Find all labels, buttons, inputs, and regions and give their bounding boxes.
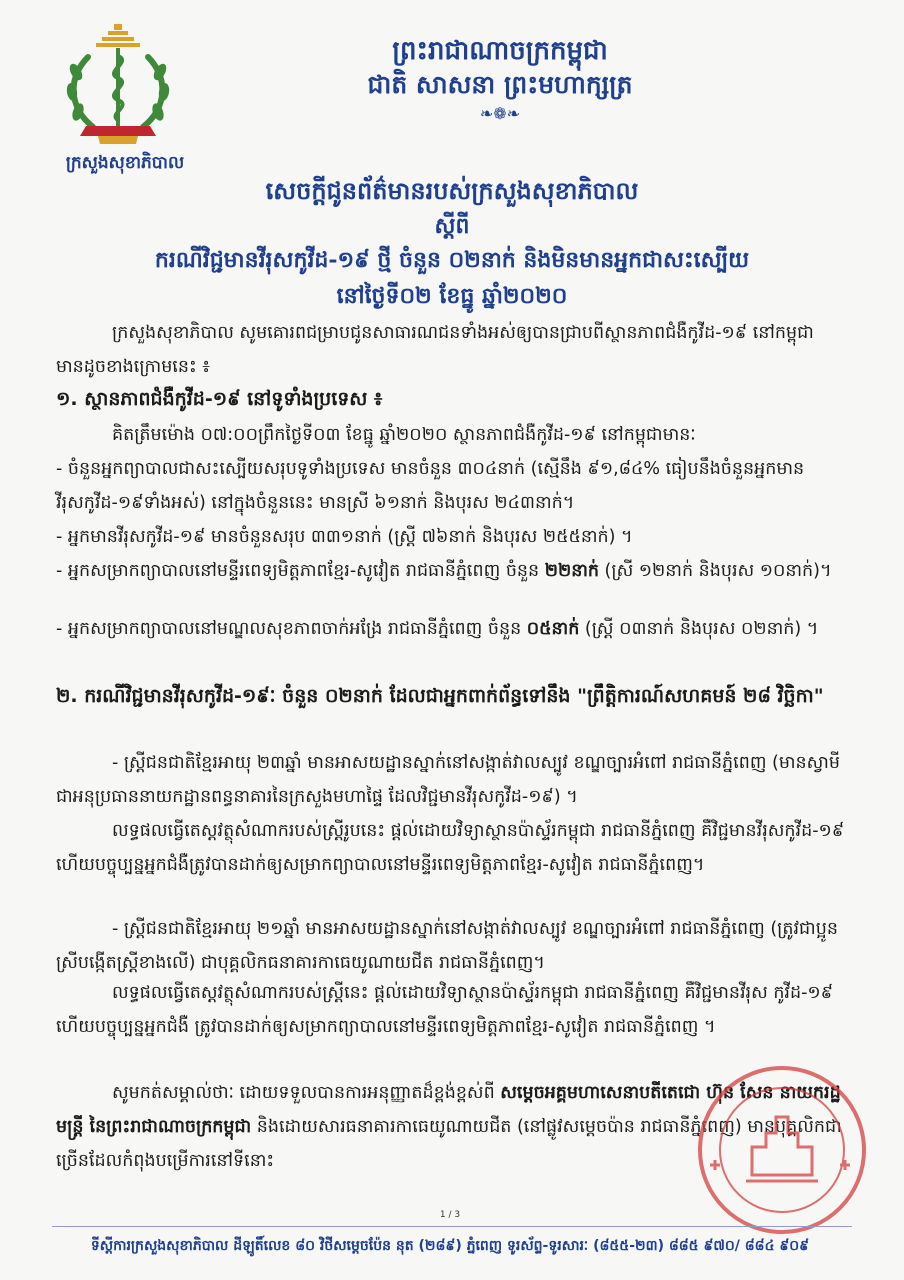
note-bold-text: សម្តេចអគ្គមហាសេនាបតីតេជោ ហ៊ុន សែន នាយករដ្ឋមន្ត្រី នៃព្រះរាជាណាចក្រកម្ពុជា — [56, 1083, 841, 1137]
item-text: - អ្នកសម្រាកព្យាបាលនៅមណ្ឌលសុខភាពចាក់អង្រែ រាជធានីភ្នំពេញ ចំនួន — [56, 619, 527, 639]
document-subject-label: ស្តីពី — [434, 213, 470, 239]
kingdom-heading: ព្រះរាជាណាចក្រកម្ពុជា — [392, 36, 608, 66]
national-motto: ជាតិ សាសនា ព្រះមហាក្សត្រ — [367, 70, 633, 99]
case-2-description: - ស្ត្រីជនជាតិខ្មែរអាយុ ២១ឆ្នាំ មានអាសយដ្ឋានស្នាក់នៅសង្កាត់វាលស្បូវ ខណ្ឌច្បារអំពៅ រាជធានីភ្នំពេញ (ត្រូវជាប្អូនស្រីបង្កើតស្ត្រីខាងលើ) ជាបុគ្គលិកធនាគារកាធេយូណាយជីត រាជធានីភ្នំពេញ។ — [56, 919, 838, 973]
khmer-soviet-hospital-item — [56, 554, 846, 588]
section-1-heading: ១. ស្ថានភាពជំងឺកូវីដ-១៩ នៅទូទាំងប្រទេស ៖ — [56, 388, 383, 410]
item-text: (ស្រី ១២នាក់ និងបុរស ១០នាក់)។ — [598, 561, 832, 581]
document-date: នៅថ្ងៃទី០២ ខែធ្នូ ឆ្នាំ២០២០ — [336, 283, 568, 309]
recovered-item: - ចំនួនអ្នកព្យាបាលជាសះស្បើយសរុបទូទាំងប្រទេស មានចំនួន ៣០៤នាក់ (ស្មើនឹង ៩១,៨៤% ធៀបនឹងចំនួនអ្នកមានវីរុសកូវីដ-១៩ទាំងអស់) នៅក្នុងចំនួននេះ មានស្រី ៦១នាក់ និងបុរស ២៤៣នាក់។ — [56, 459, 805, 513]
page-number: 1 / 3 — [439, 1210, 461, 1220]
note-text: សូមកត់សម្គាល់ថាៈ ដោយទទួលបានការអនុញ្ញាតដ៏ខ្ពង់ខ្ពស់ពី — [112, 1083, 501, 1103]
document-subject: ករណីវិជ្ជមានវីរុសកូវីដ-១៩ ថ្មី ចំនួន ០២នាក់ និងមិនមានអ្នកជាសះស្បើយ — [154, 247, 750, 273]
chak-angre-center-item — [56, 612, 846, 646]
case-1-result: លទ្ធផលធ្វើតេស្តវត្ថុសំណាករបស់ស្ត្រីរូបនេះ ផ្តល់ដោយវិទ្យាស្ថានប៉ាស្ទ័រកម្ពុជា រាជធានីភ្នំពេញ គឺវិជ្ជមានវីរុសកូវីដ-១៩ ហើយបច្ចុប្បន្នអ្នកជំងឺត្រូវបានដាក់ឲ្យសម្រាកព្យាបាលនៅមន្ទីរពេទ្យមិត្តភាពខ្មែរ-សូវៀត រាជធានីភ្នំពេញ។ — [56, 821, 845, 875]
item-text: - អ្នកសម្រាកព្យាបាលនៅមន្ទីរពេទ្យមិត្តភាពខ្មែរ-សូវៀត រាជធានីភ្នំពេញ ចំនួន — [56, 561, 545, 581]
footer-address: ទីស្តីការក្រសួងសុខាភិបាល ដីឡូតិ៍លេខ ៨០ វិថីសម្តេចប៉ែន នុត (២៨៩) ភ្នំពេញ ទូរស័ព្ទ-ទូរសារៈ (៨៥៥-២៣) ៨៨៥ ៩៧០/ ៨៨៤ ៩០៩ — [90, 1238, 810, 1254]
item-count: ០៥នាក់ — [526, 619, 580, 639]
item-text: (ស្ត្រី ០៣នាក់ និងបុរស ០២នាក់) ។ — [579, 619, 819, 639]
ministry-of-health-logo — [58, 22, 178, 152]
ministry-name: ក្រសួងសុខាភិបាល — [65, 153, 185, 173]
official-stamp — [690, 1055, 870, 1245]
total-cases-item: - អ្នកមានវីរុសកូវីដ-១៩ មានចំនួនសរុប ៣៣១នាក់ (ស្ត្រី ៧៦នាក់ និងបុរស ២៥៥នាក់) ។ — [56, 527, 633, 547]
section-1-as-of: គិតត្រឹមម៉ោង ០៧:០០ព្រឹកថ្ងៃទី០៣ ខែធ្នូ ឆ្នាំ២០២០ ស្ថានភាពជំងឺកូវីដ-១៩ នៅកម្ពុជាមានៈ — [112, 425, 696, 445]
ornament-divider: ❧❁❧ — [479, 104, 521, 123]
intro-paragraph: ក្រសួងសុខាភិបាល សូមគោរពជម្រាបជូនសាធារណជនទាំងអស់ឲ្យបានជ្រាបពីស្ថានភាពជំងឺកូវីដ-១៩ នៅកម្ពុជា មានដូចខាងក្រោមនេះ ៖ — [56, 323, 814, 377]
footer-divider — [52, 1226, 852, 1227]
case-2-result: លទ្ធផលធ្វើតេស្តវត្ថុសំណាករបស់ស្ត្រីនេះ ផ្តល់ដោយវិទ្យាស្ថានប៉ាស្ទ័រកម្ពុជា រាជធានីភ្នំពេញ គឺវិជ្ជមានវីរុស កូវីដ-១៩ ហើយបច្ចុប្បន្នអ្នកជំងឺ ត្រូវបានដាក់ឲ្យសម្រាកព្យាបាលនៅមន្ទីរពេទ្យមិត្តភាពខ្មែរ-សូវៀត រាជធានីភ្នំពេញ ។ — [56, 983, 834, 1037]
section-2-heading: ២. ករណីវិជ្ជមានវីរុសកូវីដ-១៩ៈ ចំនួន ០២នាក់ ដែលជាអ្នកពាក់ព័ន្ធទៅនឹង "ព្រឹត្តិការណ៍សហគមន៍ ២៨ វិច្ឆិកា" — [56, 685, 824, 707]
item-count: ២២នាក់ — [544, 561, 599, 581]
case-1-description: - ស្ត្រីជនជាតិខ្មែរអាយុ ២៣ឆ្នាំ មានអាសយដ្ឋានស្នាក់នៅសង្កាត់វាលស្បូវ ខណ្ឌច្បារអំពៅ រាជធានីភ្នំពេញ (មានស្វាមីជាអនុប្រធាននាយកដ្ឋានពន្ធនាគារនៃក្រសួងមហាផ្ទៃ ដែលវិជ្ជមានវីរុសកូវីដ-១៩) ។ — [56, 753, 840, 807]
note-text: និងដោយសារធនាគារកាធេយូណាយជីត (នៅផ្លូវសម្តេចប៉ាន រាជធានីភ្នំពេញ) មានបុគ្គលិកជាច្រើនដែលកំពុងបម្រើការនៅទីនោះ — [56, 1117, 842, 1171]
document-title: សេចក្តីជូនព័ត៌មានរបស់ក្រសួងសុខាភិបាល — [265, 176, 639, 205]
